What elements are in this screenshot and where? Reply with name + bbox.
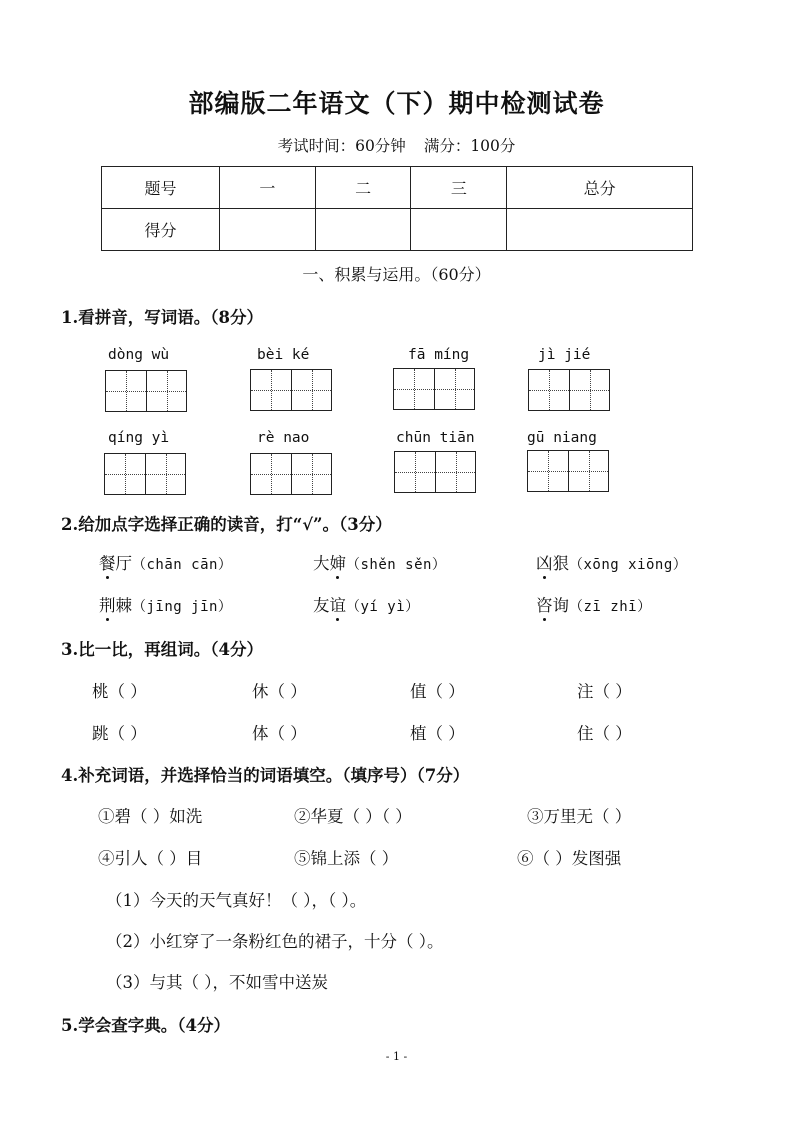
- question-5-title: 5.学会查字典。（4分）: [61, 1016, 230, 1035]
- writing-grid[interactable]: [250, 453, 332, 495]
- idiom-item[interactable]: ④引人（ ）目: [98, 849, 203, 868]
- writing-grid[interactable]: [105, 370, 187, 412]
- pinyin-label: rè nao: [257, 430, 310, 446]
- writing-grid[interactable]: [528, 369, 610, 411]
- score-header-cell: 总分: [507, 167, 693, 209]
- pronunciation-item: 大婶 （shěn sěn）: [313, 550, 446, 574]
- score-header-cell: 一: [220, 167, 316, 209]
- word-group-item[interactable]: 住（ ）: [577, 724, 632, 743]
- word-group-item[interactable]: 桃（ ）: [92, 682, 147, 701]
- question-4-title: 4.补充词语，并选择恰当的词语填空。（填序号）（7分）: [61, 766, 470, 785]
- pronunciation-item: 餐 厅（chān cān）: [99, 550, 232, 574]
- pronunciation-options[interactable]: （yí yì）: [346, 599, 420, 615]
- word-group-item[interactable]: 植（ ）: [410, 724, 465, 743]
- pinyin-label: dòng wù: [108, 347, 170, 363]
- score-input-cell[interactable]: [315, 209, 411, 251]
- word-group-item[interactable]: 注（ ）: [577, 682, 632, 701]
- writing-grid[interactable]: [393, 368, 475, 410]
- score-header-cell: 三: [411, 167, 507, 209]
- pronunciation-item: 友谊 （yí yì）: [313, 592, 420, 616]
- pronunciation-options[interactable]: （jīng jīn）: [132, 599, 233, 615]
- writing-grid[interactable]: [104, 453, 186, 495]
- pronunciation-item: 咨 询（zī zhī）: [536, 592, 652, 616]
- writing-grid[interactable]: [250, 369, 332, 411]
- exam-full-score: 满分：100分: [423, 137, 516, 155]
- emphasis-dot: [336, 576, 339, 579]
- score-input-cell[interactable]: [411, 209, 507, 251]
- pinyin-label: chūn tiān: [396, 430, 475, 446]
- emphasis-dot: [106, 618, 109, 621]
- pronunciation-item: 凶 狠（xōng xiōng）: [536, 550, 687, 574]
- fill-sentence[interactable]: （3）与其（ ），不如雪中送炭: [106, 973, 328, 992]
- score-header-cell: 题号: [102, 167, 220, 209]
- score-row-label: 得分: [102, 209, 220, 251]
- emphasis-dot: [543, 576, 546, 579]
- question-2-title: 2.给加点字选择正确的读音，打“√”。（3分）: [61, 515, 392, 534]
- emphasis-dot: [336, 618, 339, 621]
- score-table: [101, 166, 693, 251]
- idiom-item[interactable]: ①碧（ ）如洗: [98, 807, 203, 826]
- word-group-item[interactable]: 跳（ ）: [92, 724, 147, 743]
- pronunciation-options[interactable]: （zī zhī）: [569, 599, 652, 615]
- pinyin-label: bèi ké: [257, 347, 310, 363]
- exam-info: [0, 134, 793, 156]
- idiom-item[interactable]: ③万里无（ ）: [527, 807, 632, 826]
- pronunciation-options[interactable]: （chān cān）: [132, 557, 233, 573]
- pronunciation-item: 荆 棘（jīng jīn）: [99, 592, 232, 616]
- page-title: 部编版二年语文（下）期中检测试卷: [188, 89, 605, 118]
- question-3-title: 3.比一比，再组词。（4分）: [61, 640, 263, 659]
- emphasis-dot: [543, 618, 546, 621]
- pronunciation-options[interactable]: （xōng xiōng）: [569, 557, 688, 573]
- score-header-cell: 二: [315, 167, 411, 209]
- pinyin-label: fā míng: [408, 347, 470, 363]
- word-group-item[interactable]: 休（ ）: [252, 682, 307, 701]
- section-heading: 一、积累与运用。（60分）: [302, 265, 491, 284]
- fill-sentence[interactable]: （2）小红穿了一条粉红色的裙子，十分（ ）。: [106, 932, 444, 951]
- page-number: - 1 -: [385, 1050, 408, 1063]
- score-table-header-row: [102, 167, 693, 209]
- word-group-item[interactable]: 值（ ）: [410, 682, 465, 701]
- score-table-score-row: [102, 209, 693, 251]
- fill-sentence[interactable]: （1）今天的天气真好！（ ），（ ）。: [106, 891, 367, 910]
- pinyin-label: jì jié: [538, 347, 591, 363]
- score-input-cell[interactable]: [507, 209, 693, 251]
- exam-time: 考试时间：60分钟: [277, 137, 406, 155]
- score-input-cell[interactable]: [220, 209, 316, 251]
- emphasis-dot: [106, 576, 109, 579]
- idiom-item[interactable]: ②华夏（ ）（ ）: [294, 807, 412, 826]
- pronunciation-options[interactable]: （shěn sěn）: [346, 557, 447, 573]
- writing-grid[interactable]: [527, 450, 609, 492]
- question-1-title: 1.看拼音，写词语。（8分）: [61, 308, 263, 327]
- idiom-item[interactable]: ⑥（ ）发图强: [517, 849, 622, 868]
- idiom-item[interactable]: ⑤锦上添（ ）: [294, 849, 399, 868]
- pinyin-label: qíng yì: [108, 430, 170, 446]
- writing-grid[interactable]: [394, 451, 476, 493]
- word-group-item[interactable]: 体（ ）: [252, 724, 307, 743]
- pinyin-label: gū niang: [527, 430, 597, 446]
